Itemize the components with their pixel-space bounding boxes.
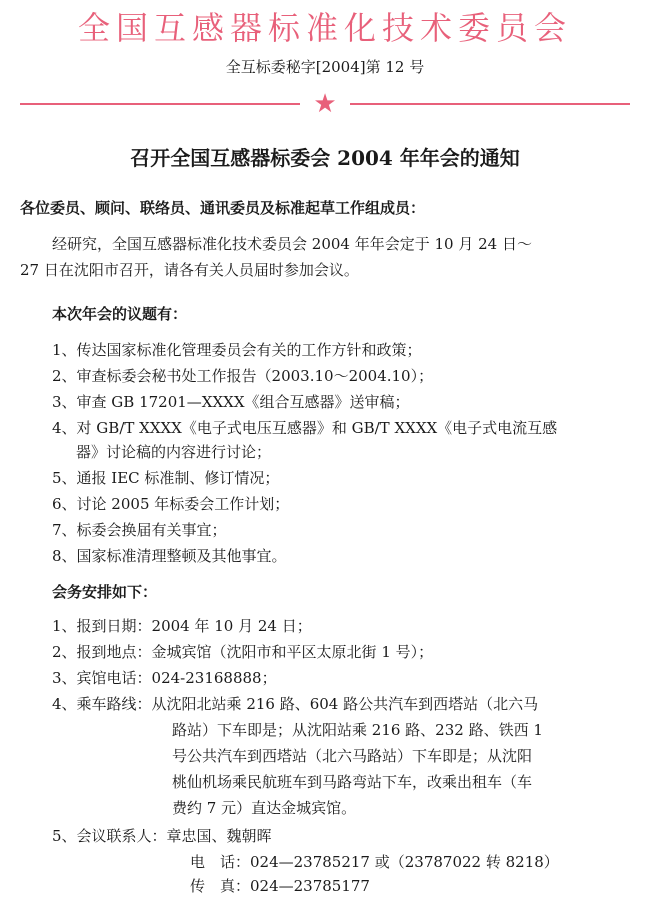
contact-fax: 传 真：024—23785177 xyxy=(190,877,370,895)
salutation: 各位委员、顾问、联络员、通讯委员及标准起草工作组成员： xyxy=(20,199,426,217)
notice-title: 召开全国互感器标委会 2004 年年会的通知 xyxy=(130,146,520,170)
document-number: 全互标委秘字[2004]第 12 号 xyxy=(225,58,425,76)
route-continuation: 路站）下车即是；从沈阳站乘 216 路、232 路、铁西 1 xyxy=(172,721,543,739)
header-rule-right xyxy=(350,103,630,105)
arrangements-heading: 会务安排如下： xyxy=(52,583,158,601)
agenda-item: 6、讨论 2005 年标委会工作计划； xyxy=(52,495,290,513)
agenda-item: 1、传达国家标准化管理委员会有关的工作方针和政策； xyxy=(52,341,422,359)
agenda-item: 3、审查 GB 17201—XXXX《组合互感器》送审稿； xyxy=(52,393,410,411)
arrangement-item: 2、报到地点：金城宾馆（沈阳市和平区太原北街 1 号）； xyxy=(52,643,434,661)
arrangement-item: 4、乘车路线：从沈阳北站乘 216 路、604 路公共汽车到西塔站（北六马 xyxy=(52,695,539,713)
agenda-item: 7、标委会换届有关事宜； xyxy=(52,521,227,539)
contact-person: 5、会议联系人：章忠国、魏朝晖 xyxy=(52,827,272,845)
agenda-item: 5、通报 IEC 标准制、修订情况； xyxy=(52,469,280,487)
route-continuation: 费约 7 元）直达金城宾馆。 xyxy=(172,799,357,817)
contact-phone: 电 话：024—23785217 或（23787022 转 8218） xyxy=(190,853,559,871)
agenda-item: 8、国家标准清理整顿及其他事宜。 xyxy=(52,547,287,565)
intro-line-2: 27 日在沈阳市召开，请各有关人员届时参加会议。 xyxy=(20,261,359,279)
agenda-item: 2、审查标委会秘书处工作报告（2003.10～2004.10）； xyxy=(52,367,434,385)
agenda-heading: 本次年会的议题有： xyxy=(52,305,188,323)
route-continuation: 桃仙机场乘民航班车到马路弯站下车，改乘出租车（车 xyxy=(172,773,533,791)
route-continuation: 号公共汽车到西塔站（北六马路站）下车即是；从沈阳 xyxy=(172,747,533,765)
agenda-item: 4、对 GB/T XXXX《电子式电压互感器》和 GB/T XXXX《电子式电流互感 xyxy=(52,419,558,437)
masthead-org-name: 全国互感器标准化技术委员会 xyxy=(77,9,572,47)
arrangement-item: 1、报到日期：2004 年 10 月 24 日； xyxy=(52,617,312,635)
agenda-item-continuation: 器》讨论稿的内容进行讨论； xyxy=(76,443,272,461)
intro-line-1: 经研究，全国互感器标准化技术委员会 2004 年年会定于 10 月 24 日～ xyxy=(52,235,532,253)
header-rule-left xyxy=(20,103,300,105)
arrangement-item: 3、宾馆电话：024-23168888； xyxy=(52,669,277,687)
star-icon: ★ xyxy=(313,89,337,119)
